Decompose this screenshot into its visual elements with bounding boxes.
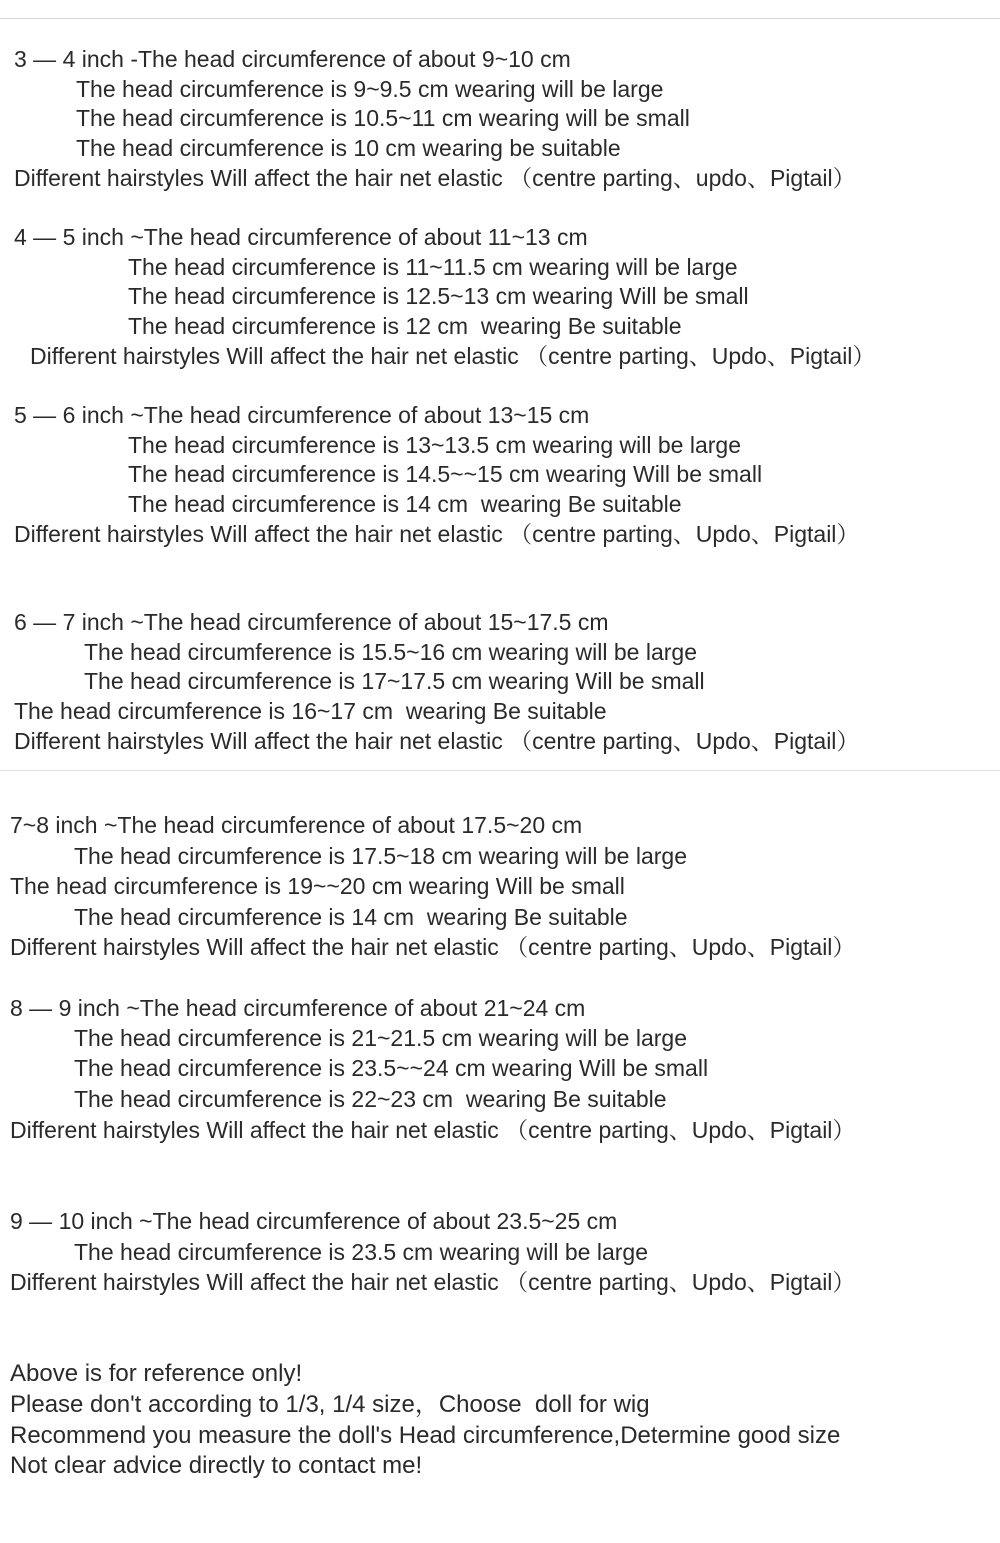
hairstyle-note: Different hairstyles Will affect the hair net elastic （centre parting、Updo、Pigtail） [10,934,856,960]
section-heading: 3 — 4 inch -The head circumference of about 9~10 cm [14,46,571,72]
size-large-note: The head circumference is 11~11.5 cm wearing will be large [128,254,738,280]
section-heading: 4 — 5 inch ~The head circumference of about 11~13 cm [14,224,588,250]
reference-note: Above is for reference only! [10,1360,303,1387]
hairstyle-note: Different hairstyles Will affect the hair net elastic （centre parting、Updo、Pigtail） [10,1117,856,1143]
section-heading: 7~8 inch ~The head circumference of about 17.5~20 cm [10,812,583,838]
size-suitable-note: The head circumference is 12 cm wearing Be suitable [128,313,682,339]
hairstyle-note: Different hairstyles Will affect the hair net elastic （centre parting、Updo、Pigtail） [10,1269,856,1295]
size-large-note: The head circumference is 9~9.5 cm wearing will be large [76,76,664,102]
size-small-note: The head circumference is 23.5~~24 cm wearing Will be small [74,1055,709,1081]
section-heading: 5 — 6 inch ~The head circumference of about 13~15 cm [14,402,590,428]
size-large-note: The head circumference is 21~21.5 cm wearing will be large [74,1025,688,1051]
size-small-note: The head circumference is 19~~20 cm wearing Will be small [10,873,625,899]
size-small-note: The head circumference is 12.5~13 cm wearing Will be small [128,283,749,309]
size-large-note: The head circumference is 15.5~16 cm wearing will be large [84,639,698,665]
size-suitable-note: The head circumference is 16~17 cm wearing Be suitable [14,698,607,724]
section-heading: 6 — 7 inch ~The head circumference of about 15~17.5 cm [14,609,609,635]
measure-advice-note: Recommend you measure the doll's Head circumference,Determine good size [10,1422,841,1449]
size-small-note: The head circumference is 17~17.5 cm wearing Will be small [84,668,705,694]
size-warning-note: Please don't according to 1/3, 1/4 size，Choose doll for wig [10,1391,650,1418]
size-suitable-note: The head circumference is 14 cm wearing Be suitable [74,904,628,930]
size-large-note: The head circumference is 23.5 cm wearing will be large [74,1239,648,1265]
section-heading: 9 — 10 inch ~The head circumference of about 23.5~25 cm [10,1208,618,1234]
hairstyle-note: Different hairstyles Will affect the hair net elastic （centre parting、Updo、Pigtail） [14,521,860,547]
contact-note: Not clear advice directly to contact me! [10,1452,423,1479]
section-heading: 8 — 9 inch ~The head circumference of about 21~24 cm [10,995,586,1021]
section-divider [0,770,1000,771]
hairstyle-note: Different hairstyles Will affect the hair net elastic （centre parting、updo、Pigtail） [14,165,856,191]
size-large-note: The head circumference is 13~13.5 cm wearing will be large [128,432,742,458]
size-suitable-note: The head circumference is 14 cm wearing Be suitable [128,491,682,517]
top-border [0,18,1000,19]
size-small-note: The head circumference is 14.5~~15 cm wearing Will be small [128,461,763,487]
hairstyle-note: Different hairstyles Will affect the hair net elastic （centre parting、Updo、Pigtail） [30,343,876,369]
size-suitable-note: The head circumference is 22~23 cm wearing Be suitable [74,1086,667,1112]
size-large-note: The head circumference is 17.5~18 cm wearing will be large [74,843,688,869]
size-suitable-note: The head circumference is 10 cm wearing be suitable [76,135,621,161]
hairstyle-note: Different hairstyles Will affect the hair net elastic （centre parting、Updo、Pigtail） [14,728,860,754]
size-small-note: The head circumference is 10.5~11 cm wearing will be small [76,105,690,131]
